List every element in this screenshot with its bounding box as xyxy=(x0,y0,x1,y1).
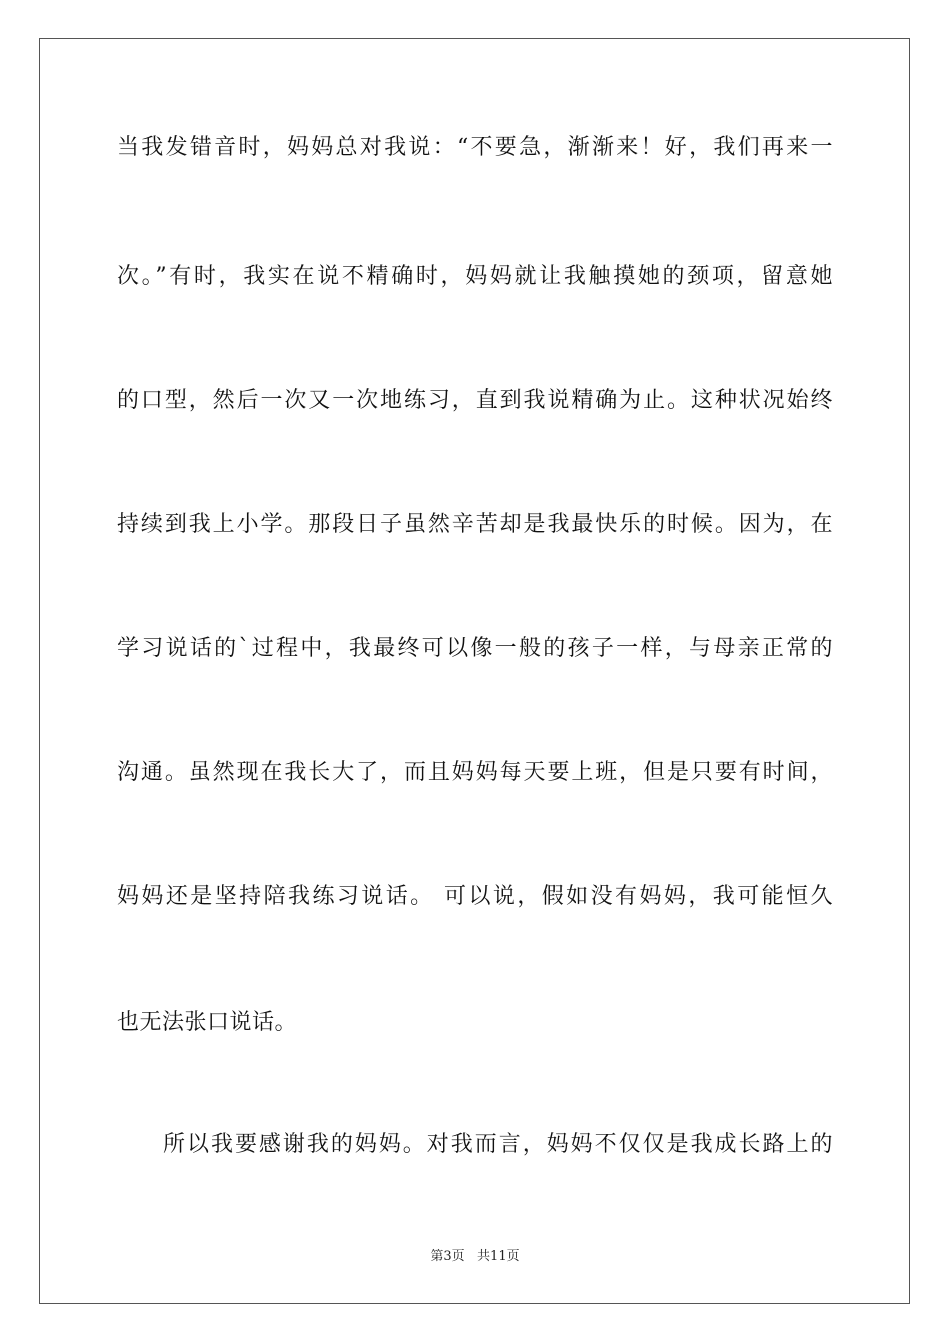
paragraph-line-3: 的口型，然后一次又一次地练习，直到我说精确为止。这种状况始终 xyxy=(117,388,833,413)
paragraph-line-7: 妈妈还是坚持陪我练习说话。 可以说，假如没有妈妈，我可能恒久 xyxy=(117,884,833,909)
paragraph-line-4: 持续到我上小学。那段日子虽然辛苦却是我最快乐的时候。因为，在 xyxy=(117,512,833,537)
page-number-footer: 第3页 共11页 xyxy=(430,1249,520,1264)
paragraph-line-9: 所以我要感谢我的妈妈。对我而言，妈妈不仅仅是我成长路上的 xyxy=(163,1132,833,1157)
paragraph-line-8: 也无法张口说话。 xyxy=(117,1010,298,1035)
paragraph-line-5: 学习说话的`过程中，我最终可以像一般的孩子一样，与母亲正常的 xyxy=(117,636,833,661)
paragraph-line-2: 次。”有时，我实在说不精确时，妈妈就让我触摸她的颈项，留意她 xyxy=(117,264,833,289)
page-border xyxy=(39,38,910,1304)
paragraph-line-1: 当我发错音时，妈妈总对我说：“不要急，渐渐来！好，我们再来一 xyxy=(117,135,833,160)
paragraph-line-6: 沟通。虽然现在我长大了，而且妈妈每天要上班，但是只要有时间， xyxy=(117,760,833,785)
